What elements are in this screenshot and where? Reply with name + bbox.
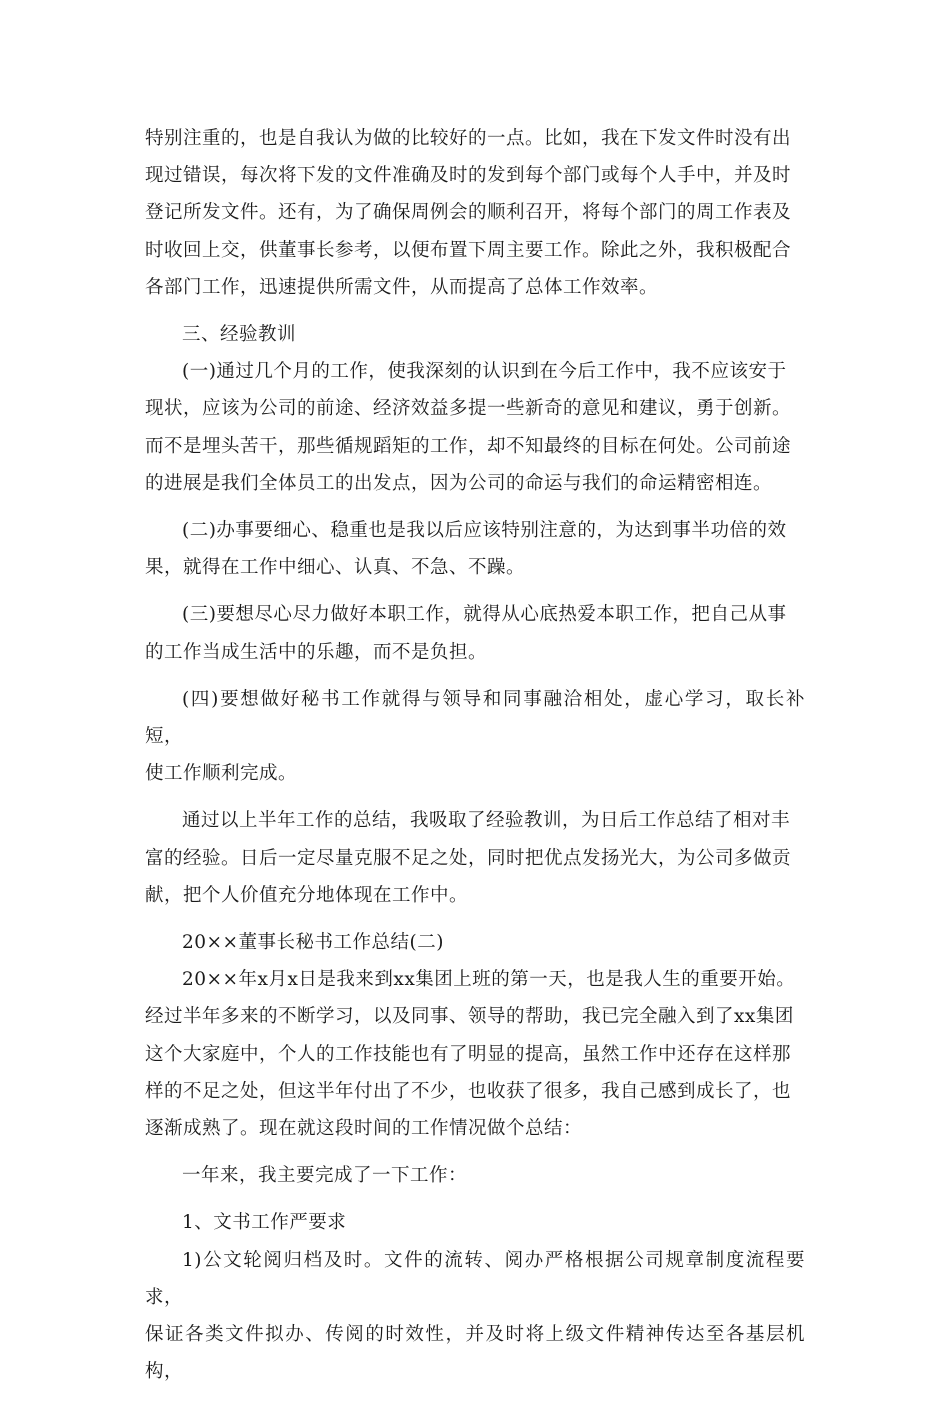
paragraph-p4 [145, 512, 805, 586]
text-line: (四)要想做好秘书工作就得与领导和同事融洽相处，虚心学习，取长补短， [145, 688, 805, 748]
paragraph-p9 [145, 961, 805, 1147]
text-line: 保证各类文件拟办、传阅的时效性，并及时将上级文件精神传达至各基层机构， [145, 1324, 805, 1383]
document-body [145, 120, 805, 1391]
paragraph-p6 [145, 681, 805, 793]
paragraph-p12 [145, 1242, 805, 1391]
text-line: 这个大家庭中，个人的工作技能也有了明显的提高，虽然工作中还存在这样那 [145, 1043, 792, 1065]
text-line: 通过以上半年工作的总结，我吸取了经验教训，为日后工作总结了相对丰 [182, 810, 791, 832]
text-line: 1、文书工作严要求 [182, 1212, 347, 1234]
text-line: (三)要想尽心尽力做好本职工作，就得从心底热爱本职工作，把自己从事 [182, 604, 787, 626]
paragraph-p7 [145, 802, 805, 914]
text-line: 样的不足之处，但这半年付出了不少，也收获了很多，我自己感到成长了，也 [145, 1080, 792, 1102]
text-line: 的工作当成生活中的乐趣，而不是负担。 [145, 641, 488, 663]
text-line: 登记所发文件。还有，为了确保周例会的顺利召开，将每个部门的周工作表及 [145, 202, 792, 224]
text-line: 20××董事长秘书工作总结(二) [182, 932, 444, 954]
text-line: 三、经验教训 [182, 324, 297, 346]
section-heading-summary-two [145, 924, 805, 961]
section-heading-clerical [145, 1204, 805, 1241]
paragraph-p10 [145, 1157, 805, 1194]
document-page [145, 120, 805, 1401]
text-line: 特别注重的，也是自我认为做的比较好的一点。比如，我在下发文件时没有出 [145, 128, 792, 149]
text-line: 果，就得在工作中细心、认真、不急、不躁。 [145, 557, 526, 579]
text-line: 一年来，我主要完成了一下工作： [182, 1165, 468, 1187]
text-line: 的进展是我们全体员工的出发点，因为公司的命运与我们的命运精密相连。 [145, 472, 773, 494]
text-line: (一)通过几个月的工作，使我深刻的认识到在今后工作中，我不应该安于 [182, 361, 787, 383]
text-line: 经过半年多来的不断学习，以及同事、领导的帮助，我已完全融入到了xx集团 [145, 1006, 794, 1028]
paragraph-p3 [145, 353, 805, 502]
text-line: 而不是埋头苦干，那些循规蹈矩的工作，却不知最终的目标在何处。公司前途 [145, 435, 792, 457]
paragraph-p5 [145, 596, 805, 670]
text-line: 时收回上交，供董事长参考，以便布置下周主要工作。除此之外，我积极配合 [145, 239, 792, 261]
text-line: 现过错误，每次将下发的文件准确及时的发到每个部门或每个人手中，并及时 [145, 165, 792, 187]
section-heading-lessons [145, 316, 805, 353]
text-line: 现状，应该为公司的前途、经济效益多提一些新奇的意见和建议，勇于创新。 [145, 398, 792, 420]
text-line: 各部门工作，迅速提供所需文件，从而提高了总体工作效率。 [145, 276, 659, 298]
text-line: 使工作顺利完成。 [145, 763, 298, 785]
text-line: (二)办事要细心、稳重也是我以后应该特别注意的，为达到事半功倍的效 [182, 520, 787, 542]
paragraph-p1 [145, 120, 805, 306]
text-line: 献，把个人价值充分地体现在工作中。 [145, 884, 469, 906]
text-line: 1)公文轮阅归档及时。文件的流转、阅办严格根据公司规章制度流程要求， [145, 1249, 805, 1308]
text-line: 逐渐成熟了。现在就这段时间的工作情况做个总结： [145, 1118, 583, 1140]
text-line: 富的经验。日后一定尽量克服不足之处，同时把优点发扬光大，为公司多做贡 [145, 847, 792, 869]
text-line: 20××年x月x日是我来到xx集团上班的第一天，也是我人生的重要开始。 [182, 969, 796, 991]
